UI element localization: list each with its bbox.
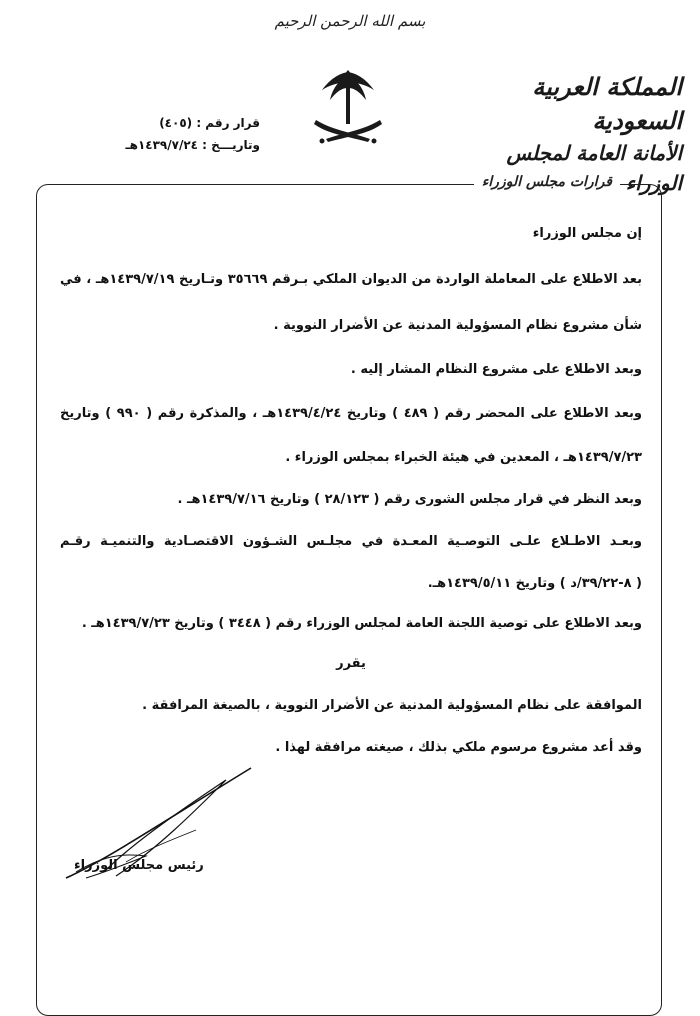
paragraph-5-line-1: وبعـد الاطـلاع علـى التوصـية المعـدة في مجلـس الشـؤون الاقتصـادية والتنميـة رقـم — [60, 534, 642, 549]
paragraph-3-line-2: ١٤٣٩/٧/٢٣هـ ، المعدين في هيئة الخبراء بمجلس الوزراء . — [285, 450, 642, 465]
decides-heading: يقرر — [336, 656, 366, 671]
paragraph-8: وقد أعد مشروع مرسوم ملكي بذلك ، صيغته مرافقة لهذا . — [275, 740, 642, 755]
decision-reference — [90, 112, 260, 156]
frame-label: قرارات مجلس الوزراء — [474, 174, 620, 190]
saudi-emblem-icon — [306, 64, 390, 154]
decision-number: قرار رقم : (٤٠٥) — [159, 116, 260, 130]
paragraph-5-line-2: ( ٨-٣٩/٢٢/د ) وتاريخ ١٤٣٩/٥/١١هـ. — [427, 576, 642, 591]
signature-title: رئيس مجلس الوزراء — [74, 858, 204, 873]
paragraph-2: وبعد الاطلاع على مشروع النظام المشار إليه . — [350, 362, 642, 377]
paragraph-7: الموافقة على نظام المسؤولية المدنية عن الأضرار النووية ، بالصيغة المرافقة . — [142, 698, 642, 713]
document-frame — [36, 184, 662, 1016]
basmala: بسم الله الرحمن الرحيم — [274, 12, 426, 30]
kingdom-title: المملكة العربية السعودية — [532, 72, 682, 135]
paragraph-4: وبعد النظر في قرار مجلس الشورى رقم ( ٢٨/١٢٣ ) وتاريخ ١٤٣٩/٧/١٦هـ . — [177, 492, 642, 507]
secretariat-title: الأمانة العامة لمجلس الوزراء — [506, 141, 682, 195]
paragraph-1-line-2: شأن مشروع نظام المسؤولية المدنية عن الأضرار النووية . — [273, 318, 642, 333]
paragraph-3-line-1: وبعد الاطلاع على المحضر رقم ( ٤٨٩ ) وتاريخ ١٤٣٩/٤/٢٤هـ ، والمذكرة رقم ( ٩٩٠ ) وتاريخ — [60, 406, 642, 421]
decision-date: وتاريـــخ : ١٤٣٩/٧/٢٤هـ — [125, 138, 260, 152]
paragraph-6: وبعد الاطلاع على توصية اللجنة العامة لمجلس الوزراء رقم ( ٣٤٤٨ ) وتاريخ ١٤٣٩/٧/٢٣هـ . — [81, 616, 642, 631]
paragraph-1-line-1: بعد الاطلاع على المعاملة الواردة من الديوان الملكي بـرقم ٣٥٦٦٩ وتـاريخ ١٤٣٩/٧/١٩هـ ، في — [60, 272, 642, 287]
opening-line: إن مجلس الوزراء — [532, 226, 642, 241]
